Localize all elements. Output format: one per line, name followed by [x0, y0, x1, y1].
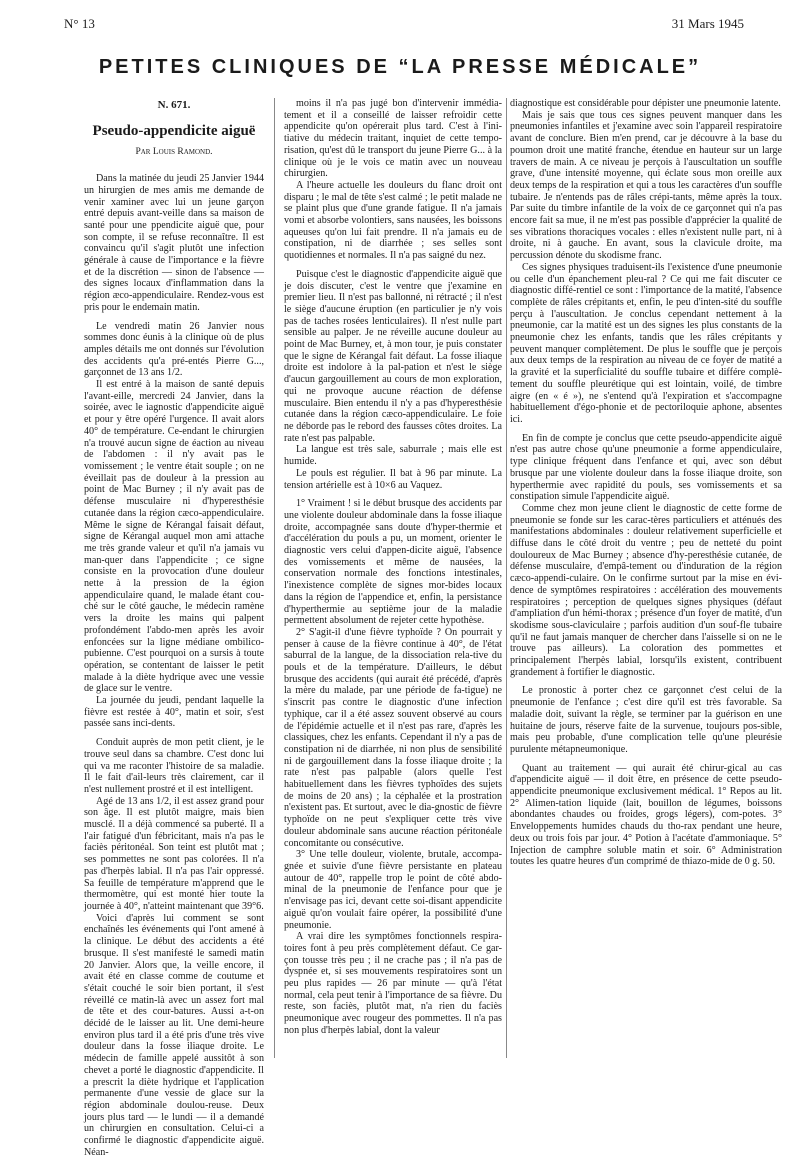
paragraph: Mais je sais que tous ces signes peuvent manquer dans les pneumonies infantiles et j'examine avec soin l'appareil respiratoire avant de conclure. Bien m'en prend, car je découvre à la base du poumon droit une matité franche, étendue en hauteur sur un large travers de main. A ce niveau je perçois à l'auscultation un souffle grave, d'une intensité moyenne, qui éclate sous mon oreille aux deux temps de la respiration et qui a tous les caractères d'un souffle tubaire. Je n'entends pas de râles crépi-tants, même après la toux. Par suite du timbre infantile de la voix de ce garçonnet qui n'a pas encore fait sa mue, il ne m'est pas possible d'apprécier la qualité de ses vibrations thoraciques vocales : elles n'existent nulle part, ni à droite, ni à gauche. En avant, sous la clavicule droite, ma percussion dénote du skodisme franc. — [510, 109, 782, 262]
page-header — [64, 16, 744, 36]
paragraph: Il est entré à la maison de santé depuis l'avant-eille, mercredi 24 Janvier, dans la soirée, avec le iagnostic d'appendicite aiguë et pour y être opéré l'urgence. Il avait alors 40° de température. Ce-endant le chirurgien n'a trouvé aucun signe de éaction au niveau de l'abdomen : il n'y avait pas le vomissement ; le ventre était souple ; on ne éveillait pas de douleur à la pression au point de Mac Burney ; il n'y avait pas de défense musculaire ni d'hyperesthésie cutanée dans la région cæco-appendiculaire. Même le signe de Kérangal faisait défaut, signe de Kérangal auquel mon ami attache me très grande valeur et qu'il n'a jamais vu man-quer dans l'appendicite ; ce signe consiste en la provocation d'une douleur nette à la pression de la égion appendiculaire quand, le malade étant cou-ché sur le côté gauche, le médecin ramène vers la droite les mains qui palpent profondément l'abdo-men après les avoir enfoncées sur la ligne médiane ombilico-pubienne. C'est pourquoi on a sursis à toute opération, se contentant de laisser le petit malade à la diète hydrique avec une vessie de glace sur le ventre. — [84, 379, 264, 695]
article-number: N. 671. — [157, 99, 191, 111]
paragraph: La journée du jeudi, pendant laquelle la fièvre est restée à 40°, matin et soir, s'est passée sans inci-dents. — [84, 695, 264, 730]
issue-number: N° 13 — [64, 16, 95, 31]
issue-date: 31 Mars 1945 — [671, 16, 744, 31]
column-3 — [510, 98, 782, 1064]
paragraph: En fin de compte je conclus que cette pseudo-appendicite aiguë n'est pas autre chose qu'une pneumonie a forme appendiculaire, type clinique fréquent dans l'enfance et qui, avec son début brusque par une violente douleur dans la fosse iliaque droite, son hyperthermie avec rapidité du pouls, ses vomissements et sa constipation simule l'appendicite aiguë. — [510, 432, 782, 503]
paragraph: Quant au traitement — qui aurait été chirur-gical au cas d'appendicite aiguë — il doit être, en présence de cette pseudo-appendicite pneumonique exclusivement médical. 1° Repos au lit. 2° Alimen-tation liquide (lait, bouillon de légumes, boissons abondantes chaudes ou froides, grogs légers), com-potes. 3° Enveloppements humides chauds du tho-rax pendant une heure, deux ou trois fois par jour. 4° Potion à l'acétate d'ammoniaque. 5° Injection de camphre soluble matin et soir. 6° Administration toutes les quatre heures d'un comprimé de thiazo-mide de 0 g. 50. — [510, 762, 782, 868]
paragraph: moins il n'a pas jugé bon d'intervenir immédia-tement et il a conseillé de laisser refroidir cette appendicite qu'on opérerait plus tard. C'est à l'ini-tiative du médecin traitant, inquiet de cette tempo-risation, qu'est dû le transport du jeune Pierre G... à la clinique où je le vois ce matin avec un nouveau chirurgien. — [284, 98, 502, 180]
column-2 — [284, 98, 502, 1064]
paragraph: Voici d'après lui comment se sont enchaînés les événements qui l'ont amené à la clinique. Le début des accidents a été brusque. Il s'est manifesté le samedi matin 20 Janvier. Alors que, la veille encore, il avait été en classe comme de coutume et s'était couché le soir bien portant, il s'est réveillé ce matin-là avec un assez fort mal de tête et des cour-batures. Aussi a-t-on décidé de le laisser au lit. Une demi-heure environ plus tard il a été pris d'une très vive douleur dans la fosse iliaque droite. Le médecin de famille appelé aussitôt à son chevet a porté le diagnostic d'appendicite. Il a prescrit la diète hydrique et l'application permanente d'une vessie de glace sur la région abdominale doulou-reuse. Deux jours plus tard — le lundi — il a demandé un chirurgien en consultation. Celui-ci a confirmé le diagnostic d'appendicite aiguë. Néan- — [84, 912, 264, 1158]
column-rule — [506, 98, 507, 1058]
paragraph: Ces signes physiques traduisent-ils l'existence d'une pneumonie ou celle d'un épanchement pleu-ral ? Ce qui me fait discuter ce diagnostic diffé-rentiel ce sont : l'importance de la matité, l'absence complète de râles crépitants et, enfin, le peu d'inten-sité du souffle perçu à l'auscultation. Je conclus cependant nettement à la pneumonie, car la matité est un des signes les plus constants de la pneumonie chez les enfants, tandis que les râles crépitants y peuvent manquer complètement. De plus le souffle que je perçois aux deux temps de la respiration au niveau de ce foyer de matité a la gravité et la superficialité du souffle tubaire et différe complè-tement du souffle pleurétique qui est lointain, voilé, de timbre aigre (en « é »), ne s'entend qu'à l'expiration et s'accompagne habituellement d'égo-phonie et de pectoriloquie aphone, absentes ici. — [510, 261, 782, 425]
paragraph: Le pouls est régulier. Il bat à 96 par minute. La tension artérielle est à 10×6 au Vaquez. — [284, 467, 502, 491]
paragraph: La langue est très sale, saburrale ; mais elle est humide. — [284, 444, 502, 468]
column-1 — [84, 98, 264, 1158]
paragraph: 1° Vraiment ! si le début brusque des accidents par une violente douleur abdominale dans la fosse iliaque droite, accompagnée sans doute d'hyper-thermie et d'accélération du pouls a pu, un moment, orienter le diagnostic vers celui d'appen-dicite aiguë, l'absence des vomissements et même de nausées, la conservation normale des fonctions intestinales, l'inexistence complète de signes mor-bides locaux dans la région de l'appendice et, enfin, la persistance d'hyperthermie au septième jour de la maladie permettent absolument de rejeter cette hypothèse. — [284, 498, 502, 627]
paragraph: Puisque c'est le diagnostic d'appendicite aiguë que je dois discuter, c'est le ventre que j'examine en premier lieu. Il n'est pas ballonné, ni rétracté ; il n'est le siège d'aucune éruption (en particulier je n'y vois pas de taches rosées lenticulaires). Il n'est nulle part sensible au palper. Je ne réveille aucune douleur au point de Mac Burney, et, à mon tour, je puis constater que le signe de Kérangal fait défaut. La fosse iliaque droite est indolore à la pal-pation et n'est le siège d'aucun gargouillement au cours de mon exploration, qui ne provoque aucune réaction de défense musculaire. Bien entendu il n'y a pas d'hyperesthésie cutanée dans la région cæco-appendiculaire. Le foie ne déborde pas le rebord des fausses côtes droites. La rate n'est pas palpable. — [284, 268, 502, 444]
paragraph: Le vendredi matin 26 Janvier nous sommes donc éunis à la clinique où de plus amples détails me ont donnés sur l'évolution des accidents qu'a pré-entés Pierre G..., garçonnet de 13 ans 1/2. — [84, 320, 264, 379]
paragraph: Le pronostic à porter chez ce garçonnet c'est celui de la pneumonie de l'enfance ; c'est dire qu'il est très favorable. Sa maladie doit, suivant la règle, se terminer par la guérison en une huitaine de jours, réserve faite de la survenue, toujours pos-sible, mais peu probable, d'une complication telle qu'une pleurésie purulente métapneumonique. — [510, 685, 782, 755]
column-rule — [274, 98, 275, 1058]
paragraph: Dans la matinée du jeudi 25 Janvier 1944 un hirurgien de mes amis me demande de venir xaminer avec lui un jeune garçon entré depuis avant-veille dans sa maison de santé pour une ppendicite aiguë que, pour son compte, il se refuse reconnaître. Il est convaincu qu'il s'agit plutôt une infection générale à cause de l'importance e la fièvre et de la discrétion — sinon de l'absence — des signes locaux d'inflammation dans la région æco-appendiculaire. Rendez-vous est pris pour le endemain matin. — [84, 173, 264, 313]
paragraph: 2° S'agit-il d'une fièvre typhoïde ? On pourrait y penser à cause de la fièvre continue à 40°, de l'état saburral de la langue, de la dissociation rela-tive du pouls et de la température. D'ailleurs, le début brusque des accidents (qui aurait été précédé, d'après la mère du malade, par une période de fa-tigue) ne s'inscrit pas contre le diagnostic d'une infection typhique, car il a été assez souvent observé au cours de l'épidémie actuelle et il n'est pas rare, d'après les classiques, chez les enfants. Cependant il n'y a pas de constipation ni de diarrhée, ni non plus de sensibilité ni de gargouillement dans la fosse iliaque droite ; la rate n'est pas palpable (alors quelle l'est habituellement dans les fièvres typhoïdes des sujets de moins de 20 ans) ; la céphalée et la prostration n'existent pas. Et surtout, avec le dia-gnostic de fièvre typhoïde on ne peut s'expliquer cette très vive douleur abdominale sans aucune réaction péritonéale concomitante ou consécutive. — [284, 626, 502, 849]
paragraph: diagnostique est considérable pour dépister une pneumonie latente. — [510, 98, 781, 109]
article-title: Pseudo-appendicite aiguë — [92, 122, 256, 139]
paragraph: Comme chez mon jeune client le diagnostic de cette forme de pneumonie se fonde sur les carac-tères particuliers et atténués des manifestations abdominales : douleur relativement superficielle et diffuse dans le côté droit du ventre ; peu de netteté du point douloureux de Mac Burney ; absence d'hy-peresthésie cutanée, de défense musculaire, d'empâ-tement ou d'induration de la région cæco-appendi-culaire. On le confirme surtout par la mise en évi-dence de symptômes respiratoires : accélération des mouvements respiratoires ; perception de quelques signes physiques (défaut d'ampliation d'un hémi-thorax ; présence d'un foyer de matité, d'un skodisme sous-claviculaire ; parfois audition d'un souf-fle tubaire qu'il ne faut jamais manquer de chercher dans l'aisselle si on ne le trouve pas ailleurs). La coloration des pommettes et principalement l'herpès labial, lorsqu'ils existent, contribuent grandement à fortifier le diagnostic. — [510, 502, 782, 678]
masthead: PETITES CLINIQUES DE “LA PRESSE MÉDICALE” — [98, 56, 702, 78]
article-author: Par Louis Ramond. — [135, 147, 213, 158]
paragraph: A vrai dire les symptômes fonctionnels respira-toires font à peu près complètement défaut. Ce gar-çon tousse très peu ; il ne crache pas ; il n'a pas de dyspnée et, si ses mouvements respiratoires sont un peu plus rapides — 26 par minute — qu'à l'état normal, cela peut tenir à l'importance de sa fièvre. Du reste, son faciès, plutôt mat, n'a rien du faciès pneumonique avec rougeur des pommettes. Il n'a pas non plus d'herpès labial, dont la valeur — [284, 931, 502, 1036]
paragraph: Conduit auprès de mon petit client, je le trouve seul dans sa chambre. C'est donc lui qui va me raconter l'histoire de sa maladie. Il le fait d'ail-leurs très clairement, car il n'est nullement prostré et il est intelligent. — [84, 737, 264, 795]
paragraph: A l'heure actuelle les douleurs du flanc droit ont disparu ; le mal de tête s'est calmé ; le petit malade ne se plaint plus que d'une grande fatigue. Il n'a jamais vomi et absorbe volontiers, sans nausées, les boissons aqueuses qu'on lui fait prendre. Il n'a jamais eu de constipation, ni de diarrhée ; ses selles sont quotidiennes et normales. Il n'a pas saigné du nez. — [284, 179, 502, 262]
paragraph: 3° Une telle douleur, violente, brutale, accompa-gnée et suivie d'une fièvre persistante en plateau autour de 40°, rappelle trop le point de côté abdo-minal de la pneumonie de l'enfance pour que je n'envisage pas ici, devant cette soi-disant appendicite aiguë qu'on voulait faire opérer, la possibilité d'une pneumonie. — [284, 849, 502, 931]
paragraph: Agé de 13 ans 1/2, il est assez grand pour son âge. Il est plutôt maigre, mais bien musclé. Il a déjà commencé sa puberté. Il a l'air fatigué d'un fébricitant, mais n'a pas le faciès péritonéal. Son teint est plutôt mat ; ses pommettes ne sont pas colorées. Il n'a pas d'herpès labial. Il n'a pas l'air oppressé. Sa feuille de température m'apprend que le thermomètre, qui est monté hier toute la journée à 40°, n'atteint maintenant que 39°6. — [84, 795, 264, 912]
